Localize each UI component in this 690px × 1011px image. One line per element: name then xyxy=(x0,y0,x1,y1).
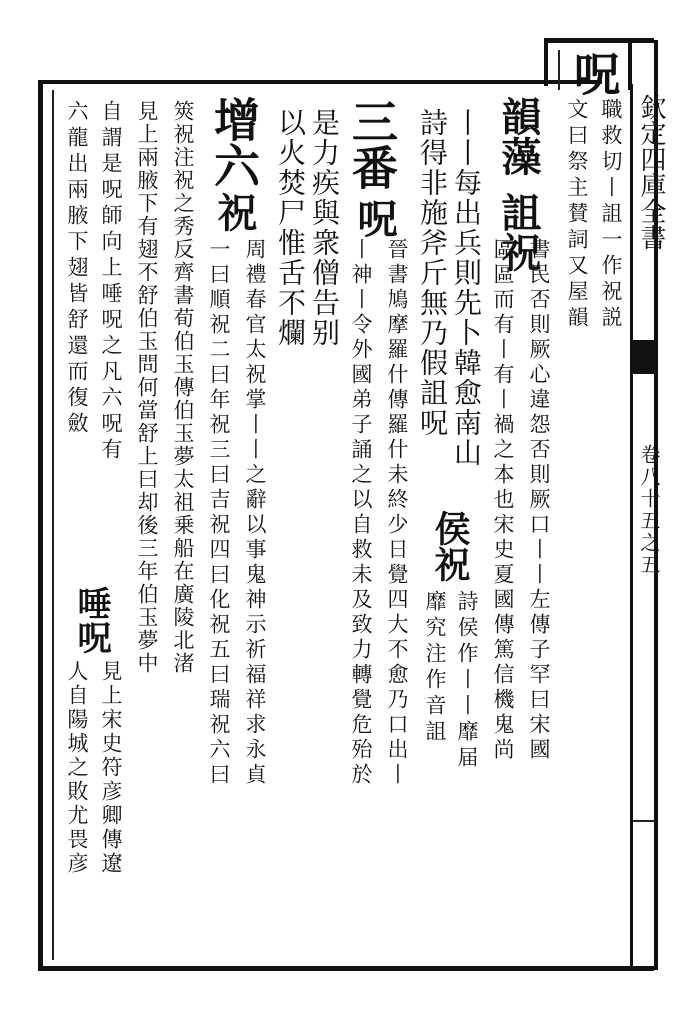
side-title: 欽定四庫全書 xyxy=(636,94,666,250)
entry-heading-zuzhu: 詛祝 xyxy=(495,192,542,272)
tab-box-top xyxy=(544,38,654,43)
houzhu-note-1: 詩侯作丨丨靡届 xyxy=(455,590,479,772)
frame-left-rule xyxy=(38,80,43,971)
entry-heading-sanfan: 三番 xyxy=(345,98,399,190)
text-column-11: 一曰順祝二曰年祝三曰吉祝四曰化祝五曰瑞祝六曰 xyxy=(207,238,231,788)
text-column-4: 丨丨每出兵則先卜韓愈南山 xyxy=(450,108,483,468)
text-column-14: 自謂是呪師向上唾呪之凡六呪有 xyxy=(99,100,123,464)
text-column-2: 書民否則厥心違怨否則厥口丨丨左傳子罕曰宋國 xyxy=(527,238,551,763)
text-column-8: 是力疾與衆僧告别 xyxy=(308,108,341,348)
entry-heading-houzhu: 侯祝 xyxy=(429,510,471,582)
entry-heading-zhou: 呪 xyxy=(351,198,398,238)
text-column-12: 筴祝注祝之秀反齊書荀伯玉傳伯玉夢太祖乗船在廣陵北渚 xyxy=(171,100,195,675)
text-column-7: 丨神丨令外國弟子誦之以自救未及致力轉覺危殆於 xyxy=(349,238,373,788)
text-column-1a: 職救切丨詛一作祝説 xyxy=(599,98,623,332)
text-column-10: 周禮春官太祝掌丨丨之辭以事鬼神示祈福祥求永貞 xyxy=(243,238,267,788)
margin-divider xyxy=(630,84,633,970)
text-column-6: 晉書鳩摩羅什傳羅什未終少日覺四大不愈乃口出丨 xyxy=(385,238,409,788)
text-column-3: 區區而有丨有丨禍之本也宋史夏國傳篤信機鬼尚 xyxy=(491,238,515,763)
text-column-9: 以火焚尸惟舌不爛 xyxy=(274,108,307,348)
text-column-13: 見上兩腋下有翅不舒伯玉問何當舒上曰却後三年伯玉夢中 xyxy=(135,100,159,675)
fish-tail-mark xyxy=(633,340,655,374)
entry-heading-zhu: 祝 xyxy=(211,192,258,232)
tab-box-right xyxy=(628,38,632,90)
text-column-5: 詩得非施斧斤無乃假詛呪 xyxy=(416,108,449,438)
tab-inner-rule xyxy=(558,50,560,90)
text-column-1b: 文曰祭主賛詞又屋韻 xyxy=(565,98,589,332)
houzhu-note-2: 靡究注作音詛 xyxy=(423,590,447,746)
entry-heading-yunzao: 韻藻 xyxy=(495,96,542,176)
margin-mid-rule xyxy=(633,820,655,822)
entry-heading-zengliu: 增六 xyxy=(207,96,261,188)
volume-label: 卷八十五之五 xyxy=(637,444,661,576)
tab-box-left xyxy=(544,38,548,86)
frame-left-inner-rule xyxy=(52,90,54,960)
frame-top-rule xyxy=(42,80,602,84)
frame-bottom-rule xyxy=(42,966,654,971)
heading-tab: 呪 xyxy=(567,50,621,96)
tuozhou-note-1: 見上宋史符彦卿傳遼 xyxy=(99,660,123,876)
text-column-15: 六龍出兩腋下翅皆舒還而復斂 xyxy=(65,100,89,438)
entry-heading-tuozhou: 唾呪 xyxy=(71,586,111,654)
tuozhou-note-2: 人自陽城之敗尤畏彦 xyxy=(65,660,89,876)
